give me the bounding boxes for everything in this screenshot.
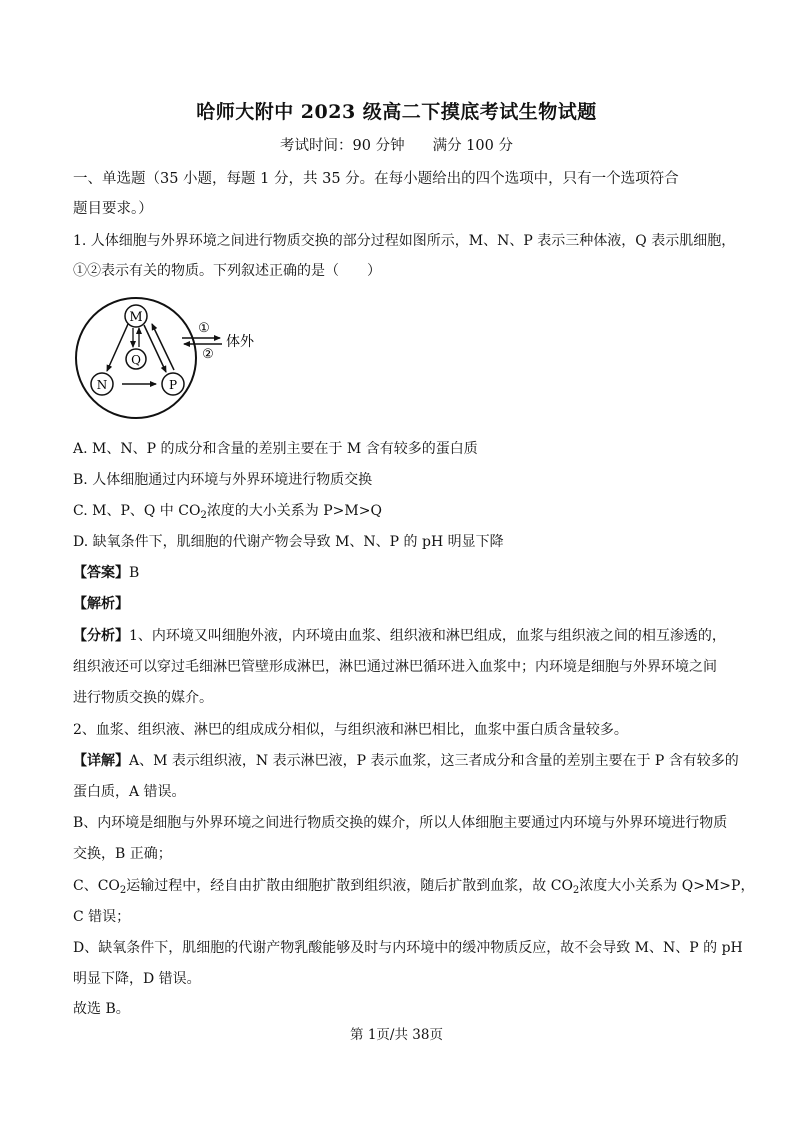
detail-a-line-2: 蛋白质，A 错误。 [73,784,186,800]
arrow-m-to-p [144,325,166,372]
node-q-label: Q [131,353,141,367]
question-1-stem-line-2: ①②表示有关的物质。下列叙述正确的是（ ） [73,263,381,279]
full-score: 满分 100 分 [432,138,513,154]
fenxi-tag: 【分析】 [73,628,129,644]
outside-label: 体外 [226,334,254,350]
exam-title: 哈师大附中 2023 级高二下摸底考试生物试题 [196,101,597,123]
node-n-label: N [96,378,108,392]
exam-info [0,134,793,155]
option-d: D. 缺氧条件下，肌细胞的代谢产物会导致 M、N、P 的 pH 明显下降 [73,534,504,550]
node-p-label: P [168,378,178,392]
arrow-p-to-m [152,324,174,370]
fenxi-line-1: 【分析】1、内环境又叫细胞外液，内环境由血浆、组织液和淋巴组成，血浆与组织液之间的相互渗透的， [73,628,726,644]
detail-c-line-2: C 错误； [73,909,131,925]
fenxi-line-2: 组织液还可以穿过毛细淋巴管壁形成淋巴，淋巴通过淋巴循环进入血浆中；内环境是细胞与外界环境之间 [73,659,717,675]
detail-c-line-1: C、$CO_2$运输过程中，经自由扩散由细胞扩散到组织液，随后扩散到血浆，故 $CO_2$浓度大小关系为 Q>M>P， [73,878,755,896]
detail-d-line-2: 明显下降，D 错误。 [73,971,201,987]
detail-a-line-1: 【详解】A、M 表示组织液，N 表示淋巴液，P 表示血浆，这三者成分和含量的差别主要在于 P 含有较多的 [73,753,739,769]
section-heading-line-2: 题目要求。） [73,201,153,217]
answer-line [73,564,725,582]
detail-d-line-1: D、缺氧条件下，肌细胞的代谢产物乳酸能够及时与内环境中的缓冲物质反应，故不会导致 M、N、P 的 pH [73,940,743,956]
option-c: C. M、P、Q 中 $CO_2$浓度的大小关系为 P>M>Q [73,503,382,521]
exam-time: 考试时间：90 分钟 [280,138,405,154]
conclusion: 故选 B。 [73,1001,130,1017]
body-fluid-diagram [70,292,270,427]
fenxi-line-3: 进行物质交换的媒介。 [73,690,213,706]
detail-b-line-2: 交换，B 正确； [73,846,172,862]
section-heading-line-1: 一、单选题（35 小题，每题 1 分，共 35 分。在每小题给出的四个选项中，只有一个选项符合 [73,171,679,187]
answer-value: B [129,565,140,581]
option-a: A. M、N、P 的成分和含量的差别主要在于 M 含有较多的蛋白质 [73,441,478,457]
page-number: 第 1页/共 38页 [350,1027,443,1043]
question-1-stem-line-1: 1. 人体细胞与外界环境之间进行物质交换的部分过程如图所示，M、N、P 表示三种体液，Q 表示肌细胞， [73,233,736,249]
detail-b-line-1: B、内环境是细胞与外界环境之间进行物质交换的媒介，所以人体细胞主要通过内环境与外界环境进行物质 [73,815,728,831]
arrow-label-1: ① [198,321,210,336]
detail-tag: 【详解】 [73,753,129,769]
fenxi-line-4: 2、血浆、组织液、淋巴的组成成分相似，与组织液和淋巴相比，血浆中蛋白质含量较多。 [73,722,628,738]
option-b: B. 人体细胞通过内环境与外界环境进行物质交换 [73,472,373,488]
node-m-label: M [129,310,143,325]
arrow-m-to-n [107,324,128,371]
arrow-label-2: ② [202,347,214,362]
analysis-heading: 【解析】 [73,596,129,612]
answer-tag: 【答案】 [73,565,129,581]
